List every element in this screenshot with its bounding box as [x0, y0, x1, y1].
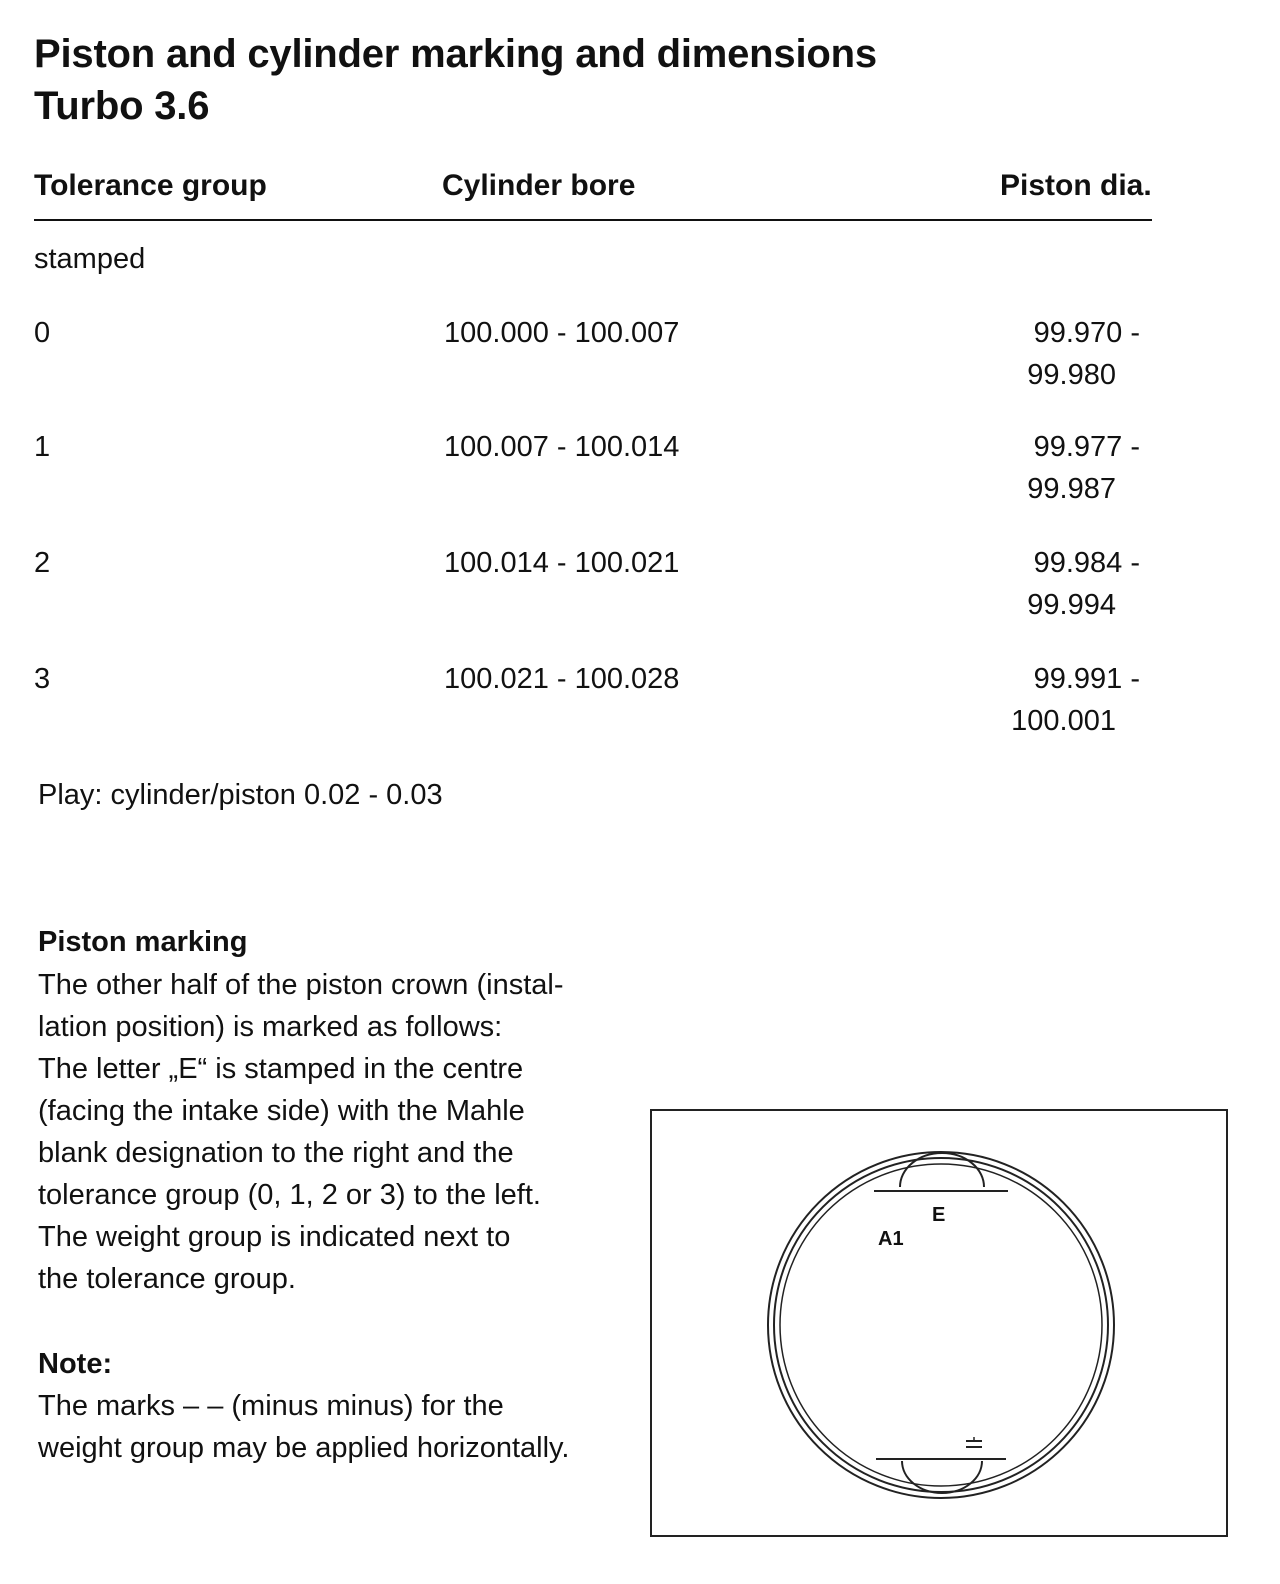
row-group: 3 — [34, 663, 51, 695]
header-tolerance-group: Tolerance group — [34, 169, 267, 202]
piston-crown-diagram — [650, 1109, 1228, 1537]
text-line: the tolerance group. — [38, 1263, 296, 1295]
page-title-line-2: Turbo 3.6 — [34, 84, 210, 128]
row-group: 2 — [34, 547, 51, 579]
row-piston-dia-line-1: 99.977 - — [1033, 431, 1140, 463]
row-bore: 100.000 - 100.007 — [444, 317, 680, 349]
row-piston-dia — [1000, 426, 1140, 510]
row-piston-dia-line-1: 99.984 - — [1033, 547, 1140, 579]
page-title — [34, 28, 877, 132]
row-piston-dia-line-1: 99.970 - — [1033, 317, 1140, 349]
header-piston-dia: Piston dia. — [1000, 169, 1152, 202]
piston-marking-heading: Piston marking — [38, 926, 248, 958]
row-group: 1 — [34, 431, 51, 463]
page-title-line-1: Piston and cylinder marking and dimensions — [34, 32, 877, 76]
header-cylinder-bore: Cylinder bore — [442, 169, 636, 202]
sub-header-stamped: stamped — [34, 243, 146, 275]
play-note: Play: cylinder/piston 0.02 - 0.03 — [38, 779, 443, 811]
stamp-blank-designation: A1 — [878, 1228, 904, 1250]
row-piston-dia-line-2: 100.001 — [1011, 705, 1116, 737]
note-text — [38, 1385, 638, 1469]
text-line: weight group may be applied horizontally. — [38, 1432, 570, 1464]
piston-marking-text — [38, 964, 638, 1300]
row-piston-dia-line-2: 99.987 — [1027, 473, 1116, 505]
row-bore: 100.014 - 100.021 — [444, 547, 680, 579]
row-bore: 100.007 - 100.014 — [444, 431, 680, 463]
text-line: The other half of the piston crown (instal- — [38, 969, 564, 1001]
note-heading: Note: — [38, 1348, 113, 1380]
piston-crown-drawing — [652, 1111, 1226, 1535]
row-bore: 100.021 - 100.028 — [444, 663, 680, 695]
row-piston-dia — [1000, 658, 1140, 742]
row-piston-dia — [1000, 312, 1140, 396]
stamp-letter-e: E — [932, 1204, 946, 1226]
row-piston-dia — [1000, 542, 1140, 626]
text-line: blank designation to the right and the — [38, 1137, 514, 1169]
row-piston-dia-line-2: 99.994 — [1027, 589, 1116, 621]
row-piston-dia-line-2: 99.980 — [1027, 359, 1116, 391]
text-line: The marks – – (minus minus) for the — [38, 1390, 504, 1422]
header-divider — [34, 219, 1152, 221]
text-line: (facing the intake side) with the Mahle — [38, 1095, 525, 1127]
text-line: The letter „E“ is stamped in the centre — [38, 1053, 524, 1085]
text-line: tolerance group (0, 1, 2 or 3) to the left. — [38, 1179, 541, 1211]
row-piston-dia-line-1: 99.991 - — [1033, 663, 1140, 695]
exhaust-valve-pocket — [902, 1461, 982, 1493]
text-line: The weight group is indicated next to — [38, 1221, 511, 1253]
weight-group-marks — [966, 1437, 982, 1447]
row-group: 0 — [34, 317, 51, 349]
text-line: lation position) is marked as follows: — [38, 1011, 503, 1043]
